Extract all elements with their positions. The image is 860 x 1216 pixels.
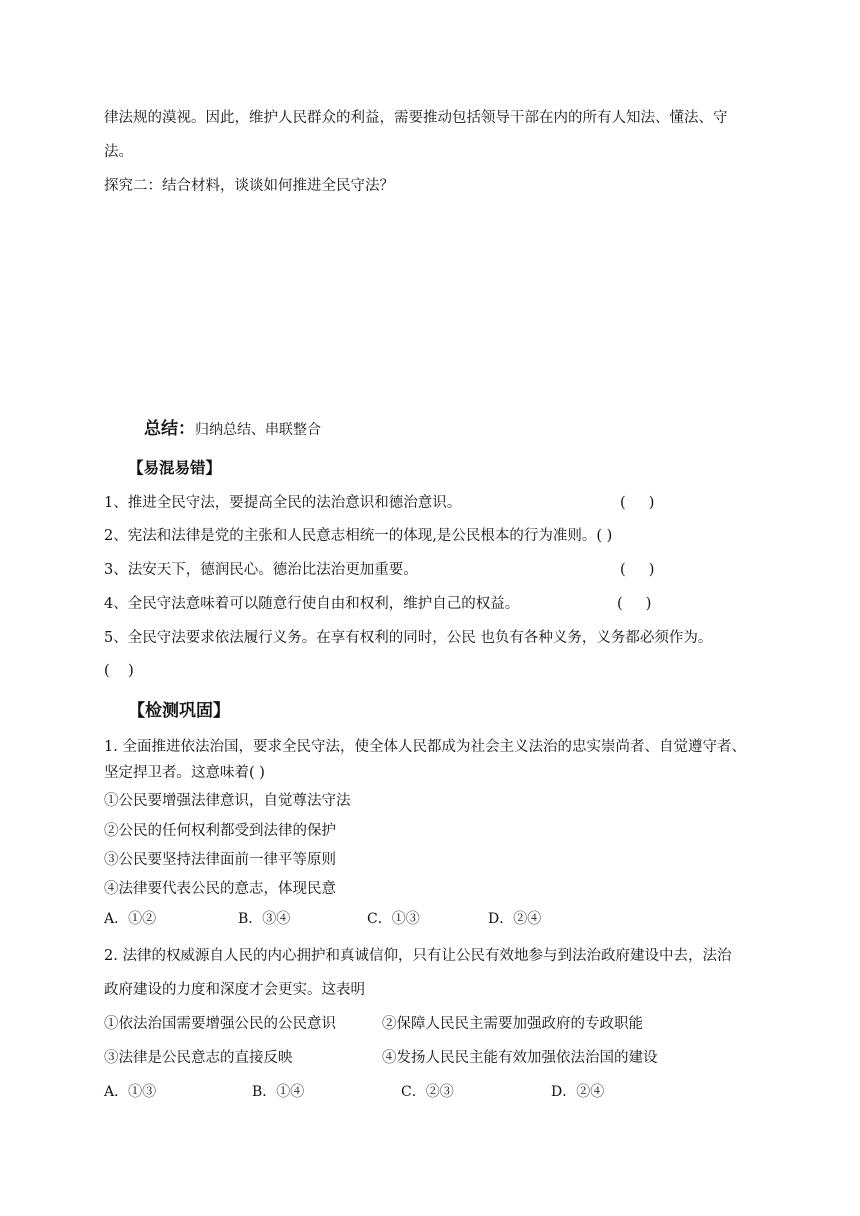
q2-stem-line-1: 2. 法律的权威源自人民的内心拥护和真诚信仰，只有让公民有效地参与到法治政府建设中去，法治 xyxy=(104,948,732,964)
summary-text: 归纳总结、串联整合 xyxy=(195,422,321,438)
q2-statement-1: ①依法治国需要增强公民的公民意识 xyxy=(104,1016,336,1032)
confusion-item-1: 1、推进全民守法，要提高全民的法治意识和德治意识。 xyxy=(104,495,462,511)
confusion-item-4-paren: ( ) xyxy=(617,596,652,612)
q2-option-b: B．①④ xyxy=(252,1084,305,1100)
confusion-item-2: 2、宪法和法律是党的主张和人民意志相统一的体现,是公民根本的行为准则。( ) xyxy=(104,528,613,544)
q1-option-d: D．②④ xyxy=(488,911,542,927)
q1-stem-line-2: 坚定捍卫者。这意味着( ) xyxy=(104,765,265,781)
q2-option-a: A．①③ xyxy=(104,1084,157,1100)
summary-row xyxy=(144,419,321,440)
confusion-item-1-paren: ( ) xyxy=(620,495,655,511)
q2-option-c: C．②③ xyxy=(401,1084,454,1100)
q2-option-d: D．②④ xyxy=(551,1084,605,1100)
exercise-title: 【检测巩固】 xyxy=(128,701,230,721)
q1-statement-3: ③公民要坚持法律面前一律平等原则 xyxy=(104,852,336,868)
confusion-item-3-paren: ( ) xyxy=(620,562,655,578)
q1-option-b: B．③④ xyxy=(238,911,291,927)
q2-statement-4: ④发扬人民民主能有效加强依法治国的建设 xyxy=(382,1050,658,1066)
q1-statement-4: ④法律要代表公民的意志，体现民意 xyxy=(104,881,336,897)
inquiry-question-2: 探究二：结合材料，谈谈如何推进全民守法？ xyxy=(104,178,394,194)
q1-statement-1: ①公民要增强法律意识，自觉尊法守法 xyxy=(104,793,351,809)
q2-stem-line-2: 政府建设的力度和深度才会更实。这表明 xyxy=(104,982,365,998)
intro-line-1: 律法规的漠视。因此，维护人民群众的利益，需要推动包括领导干部在内的所有人知法、懂法、守 xyxy=(104,110,728,126)
confusion-item-4: 4、全民守法意味着可以随意行使自由和权利，维护自己的权益。 xyxy=(104,596,520,612)
confusion-item-5-paren: ( ) xyxy=(104,663,134,679)
q2-statement-3: ③法律是公民意志的直接反映 xyxy=(104,1050,293,1066)
confusion-item-5: 5、全民守法要求依法履行义务。在享有权利的同时，公民 也负有各种义务，义务都必须作为。 xyxy=(104,630,713,646)
q1-stem-line-1: 1. 全面推进依法治国，要求全民守法，使全体人民都成为社会主义法治的忠实崇尚者、自觉遵守者、 xyxy=(104,739,746,755)
q1-statement-2: ②公民的任何权利都受到法律的保护 xyxy=(104,823,336,839)
q1-option-c: C．①③ xyxy=(367,911,420,927)
confusion-title: 【易混易错】 xyxy=(128,459,222,477)
q2-statement-2: ②保障人民民主需要加强政府的专政职能 xyxy=(382,1016,643,1032)
q1-option-a: A．①② xyxy=(104,911,157,927)
confusion-item-3: 3、法安天下，德润民心。德治比法治更加重要。 xyxy=(104,562,418,578)
intro-line-2: 法。 xyxy=(104,144,133,160)
summary-label: 总结： xyxy=(144,419,195,439)
